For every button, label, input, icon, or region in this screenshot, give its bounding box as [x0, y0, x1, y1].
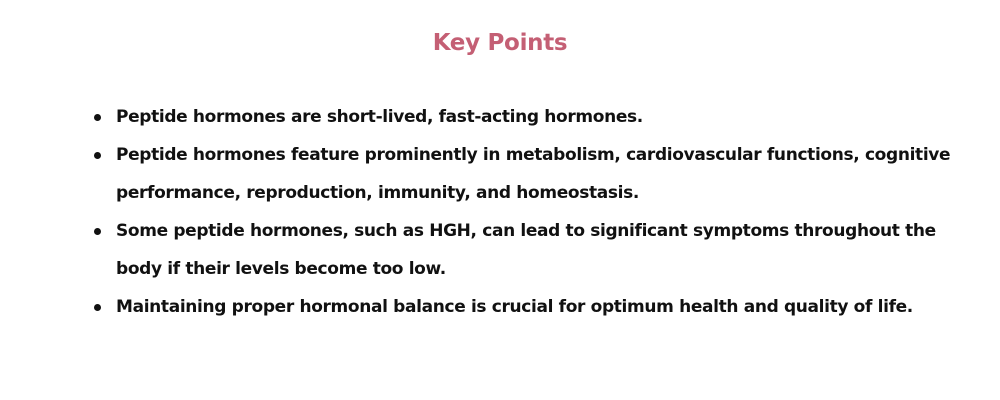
key-point-text: Peptide hormones feature prominently in metabolism, cardiovascular functions, cognitive performance, reproduction, immunity, and homeostasis. [116, 145, 951, 203]
key-points-list [91, 98, 951, 326]
key-point-text: Some peptide hormones, such as HGH, can lead to significant symptoms throughout the body if their levels become too low. [116, 221, 936, 279]
page-title: Key Points [432, 30, 568, 56]
key-point-item [91, 212, 951, 288]
key-point-item [91, 288, 951, 326]
key-point-item [91, 98, 951, 136]
key-point-text: Peptide hormones are short-lived, fast-acting hormones. [116, 107, 643, 127]
bullet-icon [94, 114, 101, 121]
bullet-icon [94, 152, 101, 159]
key-point-item [91, 136, 951, 212]
bullet-icon [94, 304, 101, 311]
bullet-icon [94, 228, 101, 235]
key-point-text: Maintaining proper hormonal balance is crucial for optimum health and quality of life. [116, 297, 913, 317]
